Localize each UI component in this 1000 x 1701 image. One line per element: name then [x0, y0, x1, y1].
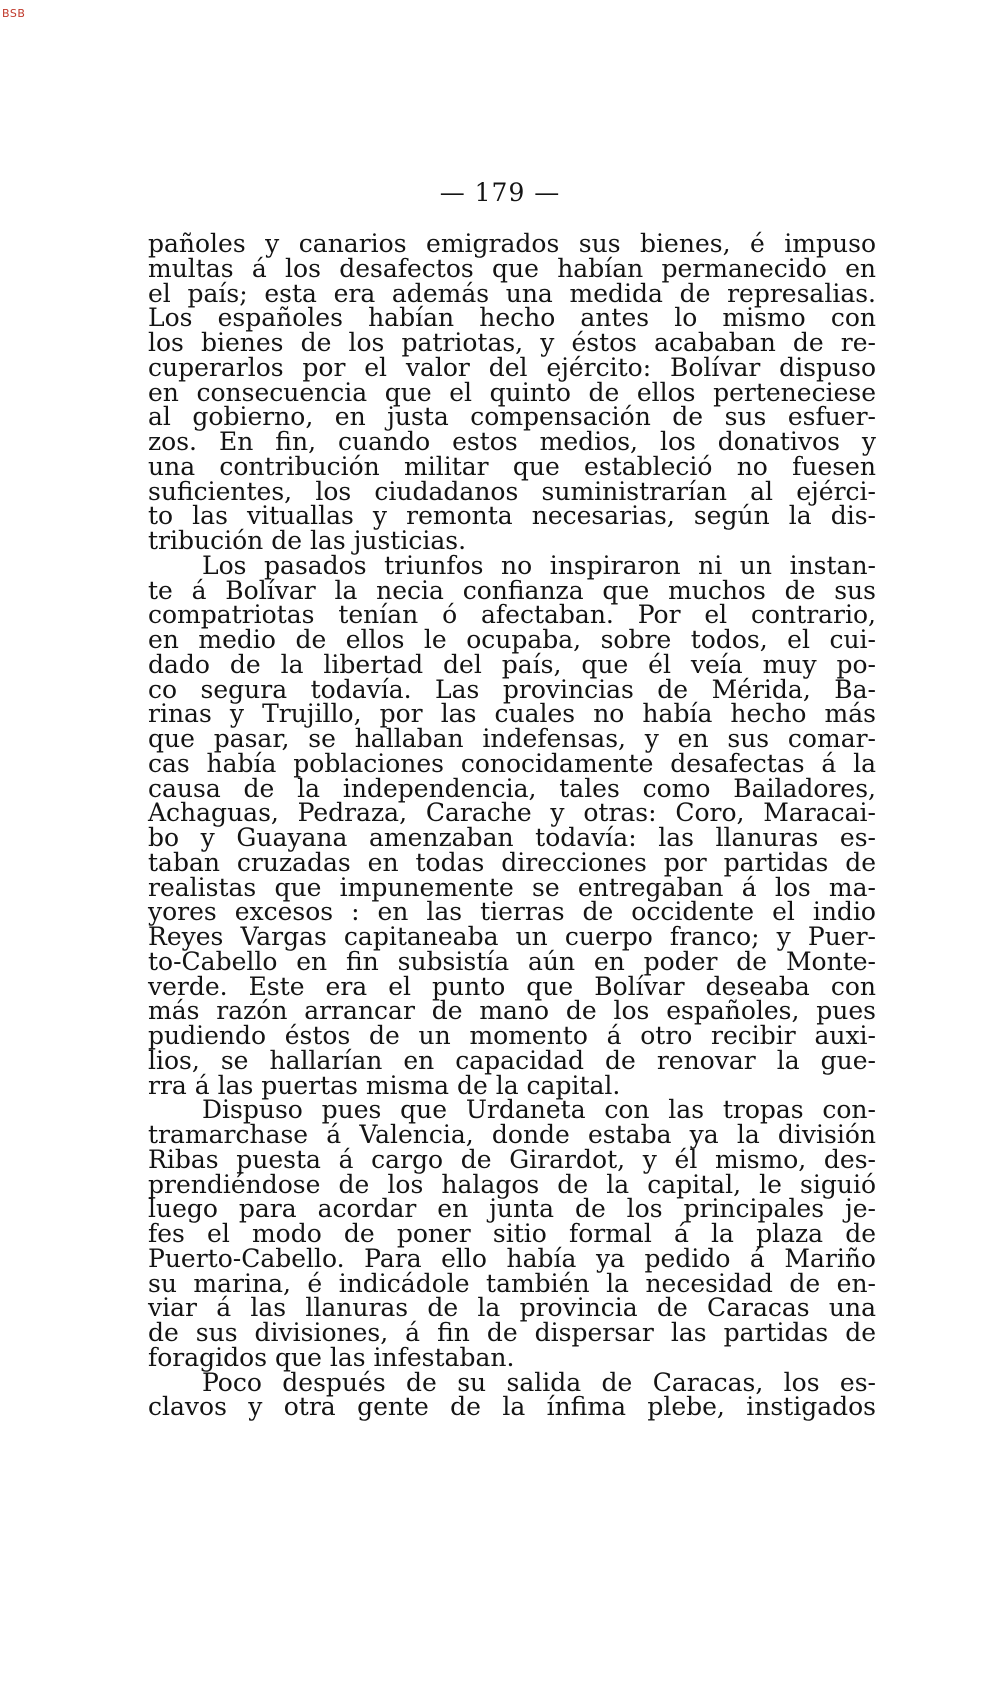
text-line: Los pasados triunfos no inspiraron ni un instan-: [202, 550, 876, 580]
text-line: que pasar, se hallaban indefensas, y en sus comar-: [148, 724, 876, 753]
text-line: pañoles y canarios emigrados sus bienes, é impuso: [148, 229, 876, 258]
text-line: tribución de las justicias.: [148, 526, 467, 555]
text-line: foragidos que las infestaban.: [148, 1342, 515, 1372]
text-line: causa de la independencia, tales como Bailadores,: [148, 773, 876, 803]
text-line: Reyes Vargas capitaneaba un cuerpo franco; y Puer-: [148, 922, 876, 951]
text-line: compatriotas tenían ó afectaban. Por el contrario,: [148, 600, 876, 630]
text-line: co segura todavía. Las provincias de Mérida, Ba-: [148, 674, 876, 704]
text-line: Puerto-Cabello. Para ello había ya pedido á Mariño: [148, 1243, 876, 1273]
text-line: realistas que impunemente se entregaban á los ma-: [148, 872, 876, 902]
text-line: Achaguas, Pedraza, Carache y otras: Coro, Maracai-: [148, 798, 876, 828]
text-line: una contribución militar que estableció no fuesen: [148, 451, 876, 481]
text-line: Ribas puesta á cargo de Girardot, y él mismo, des-: [148, 1144, 876, 1174]
text-line: luego para acordar en junta de los principales je-: [148, 1194, 876, 1224]
text-line: multas á los desafectos que habían permanecido en: [148, 253, 876, 283]
text-line: to-Cabello en fin subsistía aún en poder de Monte-: [148, 946, 876, 976]
text-line: Los españoles habían hecho antes lo mismo con: [148, 303, 876, 333]
text-line: lios, se hallarían en capacidad de renovar la gue-: [148, 1045, 876, 1075]
text-line: de sus divisiones, á fin de dispersar las partidas de: [148, 1318, 876, 1347]
text-line: verde. Este era el punto que Bolívar deseaba con: [148, 971, 876, 1001]
text-line: cuperarlos por el valor del ejército: Bolívar dispuso: [148, 352, 876, 382]
text-line: cas había poblaciones conocidamente desafectas á la: [148, 748, 876, 778]
text-line: más razón arrancar de mano de los españoles, pues: [148, 996, 876, 1026]
text-line: en medio de ellos le ocupaba, sobre todos, el cui-: [148, 625, 876, 654]
text-line: Dispuso pues que Urdaneta con las tropas con-: [202, 1095, 876, 1125]
text-line: bo y Guayana amenzaban todavía: las llanuras es-: [148, 823, 876, 852]
text-line: rinas y Trujillo, por las cuales no había hecho más: [148, 699, 876, 729]
text-line: yores excesos : en las tierras de occidente el indio: [148, 897, 876, 927]
text-line: al gobierno, en justa compensación de sus esfuer-: [148, 402, 876, 432]
text-line: zos. En fin, cuando estos medios, los donativos y: [148, 427, 876, 456]
text-line: clavos y otra gente de la ínfima plebe, instigados: [148, 1392, 876, 1422]
text-line: los bienes de los patriotas, y éstos acababan de re-: [148, 328, 876, 357]
page-number: — 179 —: [439, 178, 561, 207]
text-line: su marina, é indicádole también la necesidad de en-: [148, 1268, 876, 1298]
text-line: fes el modo de poner sitio formal á la plaza de: [148, 1219, 876, 1248]
library-stamp: BSB: [2, 7, 26, 20]
text-line: dado de la libertad del país, que él veía muy po-: [148, 649, 876, 679]
text-line: taban cruzadas en todas direcciones por partidas de: [148, 847, 876, 877]
text-line: suficientes, los ciudadanos suministrarían al ejérci-: [148, 476, 876, 506]
body-text: [148, 229, 876, 1422]
text-line: el país; esta era además una medida de represalias.: [148, 278, 876, 308]
text-line: prendiéndose de los halagos de la capital, le siguió: [148, 1169, 876, 1199]
text-line: pudiendo éstos de un momento á otro recibir auxi-: [148, 1021, 876, 1050]
text-line: viar á las llanuras de la provincia de Caracas una: [148, 1293, 876, 1323]
text-line: to las vituallas y remonta necesarias, según la dis-: [148, 501, 876, 531]
text-line: tramarchase á Valencia, donde estaba ya la división: [148, 1120, 876, 1149]
text-line: rra á las puertas misma de la capital.: [148, 1070, 621, 1100]
text-line: en consecuencia que el quinto de ellos perteneciese: [148, 377, 876, 407]
text-line: te á Bolívar la necia confianza que muchos de sus: [148, 575, 876, 605]
text-line: Poco después de su salida de Caracas, los es-: [202, 1367, 876, 1397]
